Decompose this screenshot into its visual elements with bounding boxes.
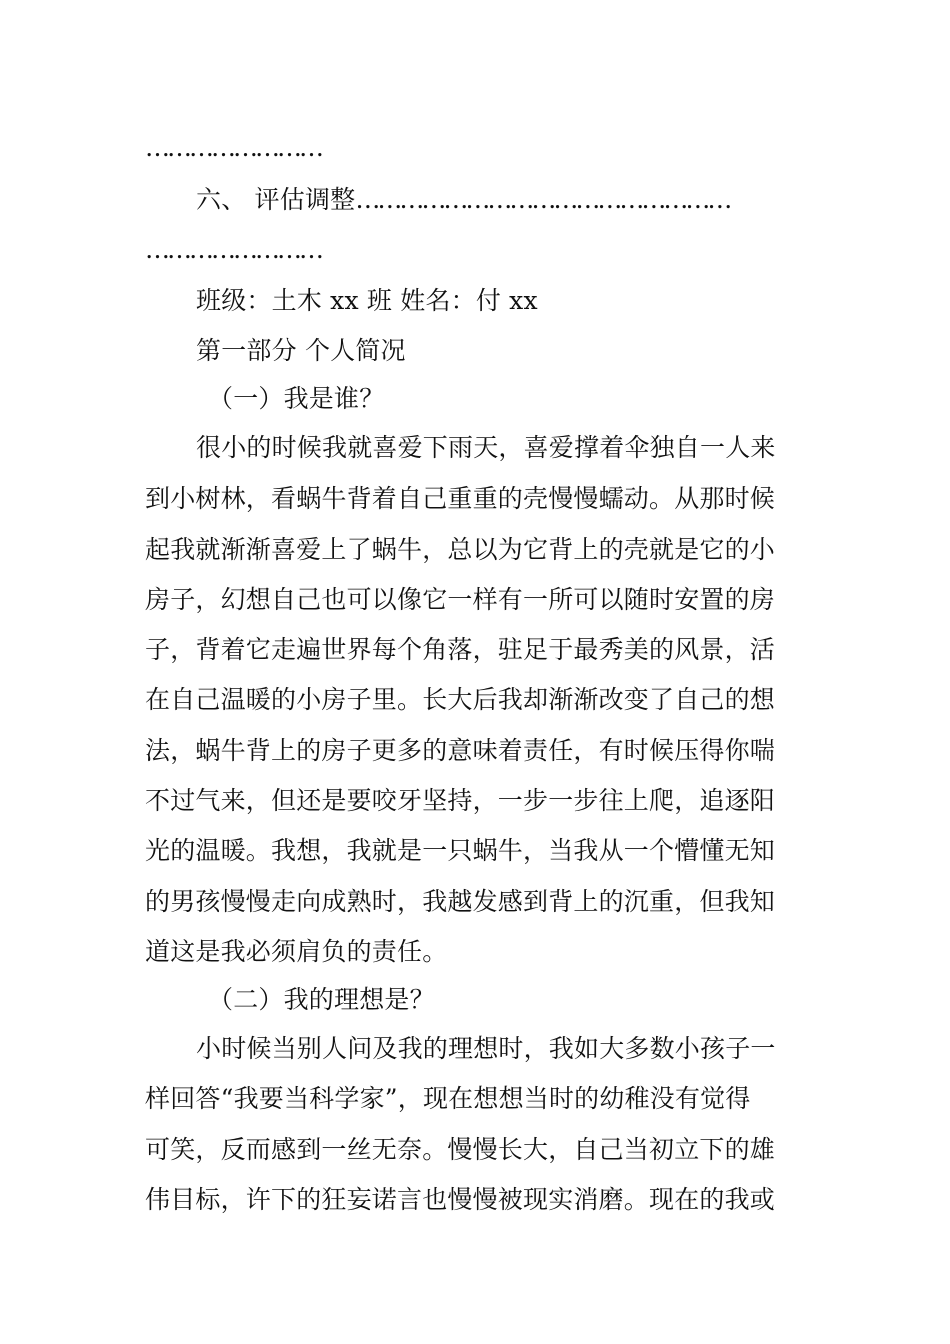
- question-two-heading: （二）我的理想是？: [208, 985, 435, 1014]
- paragraph-line: 在自己温暖的小房子里。长大后我却渐渐改变了自己的想: [145, 685, 776, 714]
- question-one-heading: （一）我是谁？: [208, 384, 385, 413]
- paragraph-line: 到小树林，看蜗牛背着自己重重的壳慢慢蠕动。从那时候: [145, 484, 776, 513]
- paragraph-line: 很小的时候我就喜爱下雨天，喜爱撑着伞独自一人来: [196, 433, 776, 462]
- paragraph-line: 起我就渐渐喜爱上了蜗牛，总以为它背上的壳就是它的小: [145, 535, 776, 564]
- toc-dots-line: ……………………: [145, 133, 321, 162]
- paragraph-line: 样回答“我要当科学家”，现在想想当时的幼稚没有觉得: [145, 1084, 751, 1113]
- toc-dots-line: ……………………: [145, 235, 321, 264]
- toc-item-six-dots: ……………………………………………: [355, 185, 730, 214]
- toc-item-six: [196, 185, 810, 215]
- paragraph-line: 法，蜗牛背上的房子更多的意味着责任，有时候压得你喘: [145, 736, 776, 765]
- toc-item-six-label: 六、 评估调整: [196, 185, 356, 214]
- paragraph-line: 光的温暖。我想，我就是一只蜗牛，当我从一个懵懂无知: [145, 836, 776, 865]
- paragraph-line: 伟目标，许下的狂妄诺言也慢慢被现实消磨。现在的我或: [145, 1185, 776, 1214]
- paragraph-line: 的男孩慢慢走向成熟时，我越发感到背上的沉重，但我知: [145, 887, 776, 916]
- part-one-heading: 第一部分 个人简况: [196, 336, 406, 365]
- paragraph-line: 道这是我必须肩负的责任。: [145, 937, 448, 966]
- paragraph-line: 房子，幻想自己也可以像它一样有一所可以随时安置的房: [145, 585, 776, 614]
- paragraph-line: 可笑，反而感到一丝无奈。慢慢长大，自己当初立下的雄: [145, 1135, 776, 1164]
- class-name-line: 班级：土木 xx 班 姓名：付 xx: [196, 286, 538, 315]
- paragraph-line: 小时候当别人问及我的理想时，我如大多数小孩子一: [196, 1034, 776, 1063]
- paragraph-line: 子，背着它走遍世界每个角落，驻足于最秀美的风景，活: [145, 635, 776, 664]
- paragraph-line: 不过气来，但还是要咬牙坚持，一步一步往上爬，追逐阳: [145, 786, 776, 815]
